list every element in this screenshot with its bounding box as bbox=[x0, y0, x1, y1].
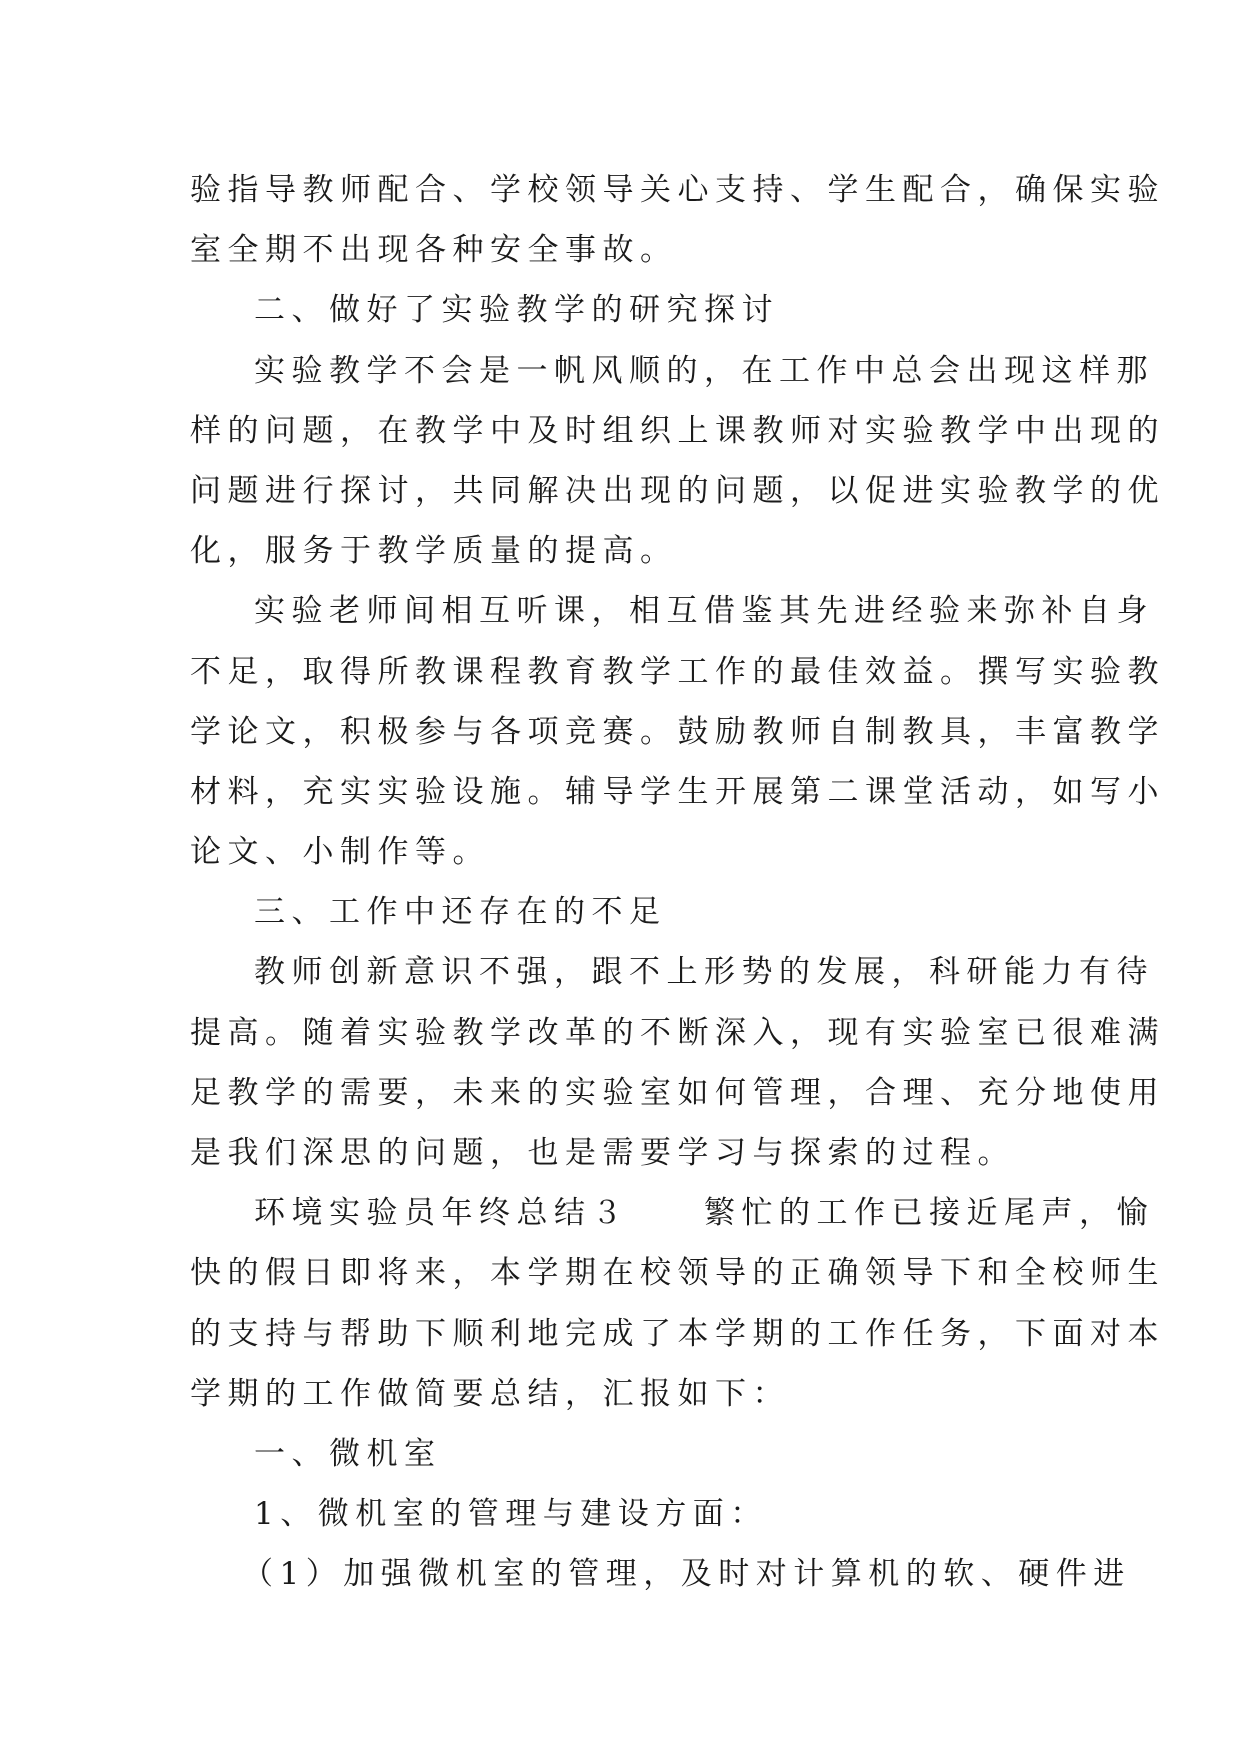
text-line: 实验老师间相互听课，相互借鉴其先进经验来弥补自身 bbox=[254, 593, 1154, 630]
text-line: 实验教学不会是一帆风顺的，在工作中总会出现这样那 bbox=[254, 352, 1154, 389]
text-line: 提高。随着实验教学改革的不断深入，现有实验室已很难满 bbox=[190, 1014, 1165, 1051]
text-line: 室全期不出现各种安全事故。 bbox=[190, 232, 678, 269]
section-heading: 二、做好了实验教学的研究探讨 bbox=[254, 292, 779, 329]
text-line: 样的问题，在教学中及时组织上课教师对实验教学中出现的 bbox=[190, 412, 1165, 449]
text-line: 的支持与帮助下顺利地完成了本学期的工作任务，下面对本 bbox=[190, 1315, 1165, 1352]
text-line: 快的假日即将来，本学期在校领导的正确领导下和全校师生 bbox=[190, 1255, 1165, 1292]
text-line: 学论文，积极参与各项竞赛。鼓励教师自制教具，丰富教学 bbox=[190, 713, 1165, 750]
text-line: 验指导教师配合、学校领导关心支持、学生配合，确保实验 bbox=[190, 172, 1165, 208]
text-line: 化，服务于教学质量的提高。 bbox=[190, 533, 678, 570]
text-line: 不足，取得所教课程教育教学工作的最佳效益。撰写实验教 bbox=[190, 653, 1165, 690]
section-heading: 一、微机室 bbox=[254, 1435, 442, 1472]
text-line: 教师创新意识不强，跟不上形势的发展，科研能力有待 bbox=[254, 954, 1154, 991]
text-line: 学期的工作做简要总结，汇报如下： bbox=[190, 1375, 790, 1412]
section-heading: 三、工作中还存在的不足 bbox=[254, 894, 667, 931]
text-line: 足教学的需要，未来的实验室如何管理，合理、充分地使用 bbox=[190, 1074, 1165, 1111]
text-line: 问题进行探讨，共同解决出现的问题，以促进实验教学的优 bbox=[190, 472, 1165, 509]
document-body bbox=[190, 160, 1165, 1605]
subsection-heading: 1、微机室的管理与建设方面： bbox=[254, 1496, 768, 1533]
text-line: 环境实验员年终总结３ 繁忙的工作已接近尾声，愉 bbox=[254, 1195, 1154, 1232]
text-line: （1）加强微机室的管理，及时对计算机的软、硬件进 bbox=[242, 1556, 1131, 1593]
text-line: 材料，充实实验设施。辅导学生开展第二课堂活动，如写小 bbox=[190, 773, 1165, 810]
text-line: 论文、小制作等。 bbox=[190, 834, 490, 871]
text-line: 是我们深思的问题，也是需要学习与探索的过程。 bbox=[190, 1135, 1015, 1171]
